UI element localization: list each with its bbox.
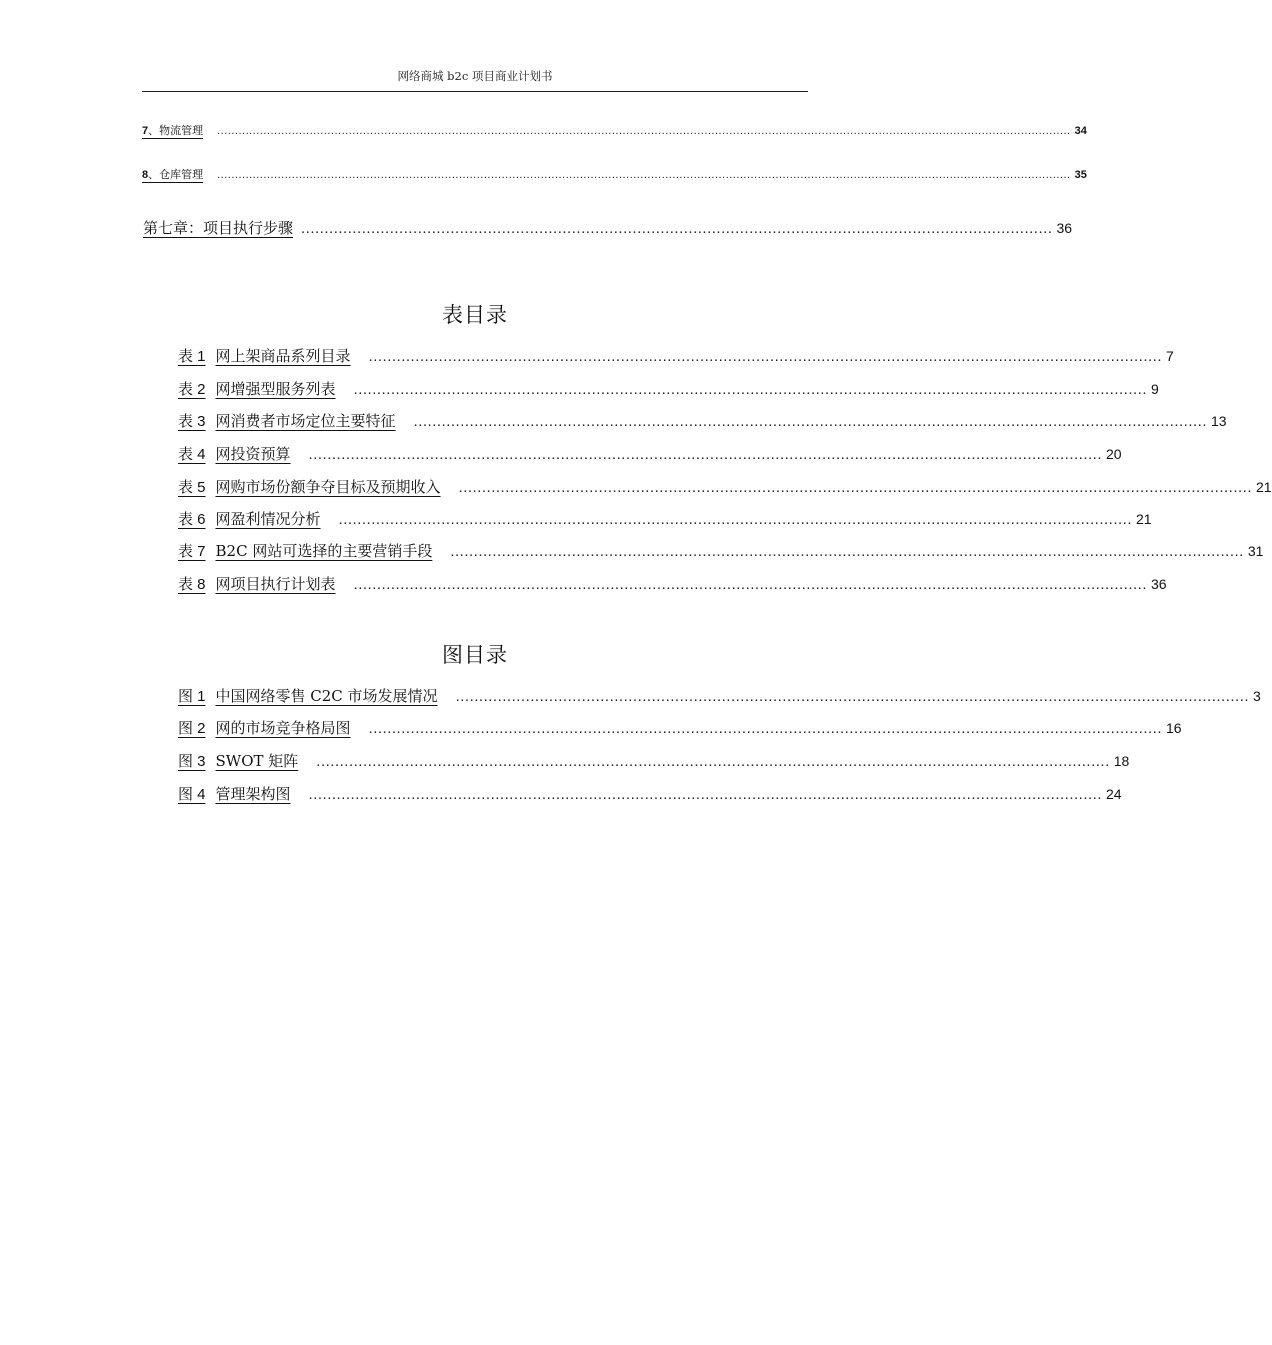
dot-leader: .......................................................................................................................................................................... (338, 511, 1133, 528)
entry-page: 13 (1211, 413, 1227, 429)
entry-label[interactable] (178, 508, 335, 529)
dot-leader: .......................................................................................................................................................................... (368, 348, 1163, 365)
entry-page: 36 (1151, 576, 1167, 592)
entry-page: 21 (1256, 479, 1272, 495)
entry-number: 表 2 (178, 381, 206, 398)
toc-entry-page: 34 (1074, 125, 1087, 137)
toc-chapter-entry[interactable] (143, 217, 1073, 238)
entry-page: 21 (1136, 511, 1152, 527)
toc-entry-number: 8 (142, 169, 149, 181)
entry-number: 图 4 (178, 786, 206, 803)
table-list-entry[interactable] (178, 476, 1272, 497)
entry-page: 18 (1113, 753, 1130, 769)
toc-entry-page: 35 (1074, 169, 1087, 181)
dot-leader: ................................................................................................................................................................................................................................................ (217, 169, 1071, 181)
dot-leader: .......................................................................................................................................................................... (450, 543, 1244, 560)
entry-title: SWOT 矩阵 (215, 752, 299, 770)
table-list-entry[interactable] (178, 508, 1152, 529)
entry-page: 7 (1166, 348, 1174, 364)
entry-page: 20 (1106, 446, 1122, 462)
figures-section-title: 图目录 (442, 643, 508, 667)
dot-leader: .......................................................................................................................................................................... (308, 446, 1103, 463)
entry-page: 24 (1106, 786, 1122, 802)
toc-entry-label[interactable] (142, 122, 213, 138)
toc-entry-title: 、仓库管理 (148, 169, 204, 181)
dot-leader: .......................................................................................................................................................................... (308, 786, 1103, 803)
table-list-entry[interactable] (178, 345, 1174, 366)
entry-label[interactable] (178, 573, 350, 594)
entry-label[interactable] (178, 540, 446, 561)
chapter-page: 36 (1056, 220, 1073, 236)
entry-label[interactable] (178, 783, 305, 804)
entry-label[interactable] (178, 476, 455, 497)
entry-title: 网投资预算 (215, 445, 291, 463)
figure-list-entry[interactable] (178, 717, 1182, 738)
entry-number: 表 5 (178, 479, 206, 496)
entry-title: 网增强型服务列表 (215, 380, 336, 398)
dot-leader: .......................................................................................................................................................................... (353, 576, 1148, 593)
toc-entry[interactable] (142, 122, 1087, 138)
entry-title: 网项目执行计划表 (215, 575, 336, 593)
table-list-entry[interactable] (178, 443, 1122, 464)
entry-page: 3 (1253, 688, 1261, 704)
entry-title: 管理架构图 (215, 785, 291, 803)
chapter-title[interactable]: 第七章：项目执行步骤 (143, 219, 294, 237)
dot-leader: .......................................................................................................................................................................... (368, 720, 1163, 737)
entry-label[interactable] (178, 410, 410, 431)
dot-leader: ................................................................................................................................................................. (301, 220, 1053, 237)
page-header: 网络商城 b2c 项目商业计划书 (142, 66, 808, 92)
figure-list-entry[interactable] (178, 783, 1122, 804)
dot-leader: ................................................................................................................................................................................................................................................ (217, 125, 1071, 137)
entry-number: 图 2 (178, 720, 206, 737)
entry-label[interactable] (178, 717, 365, 738)
entry-label[interactable] (178, 378, 350, 399)
dot-leader: .......................................................................................................................................................................... (413, 413, 1208, 430)
entry-label[interactable] (178, 345, 365, 366)
dot-leader: .......................................................................................................................................................................... (353, 381, 1148, 398)
entry-number: 表 7 (178, 543, 206, 560)
entry-title: 网的市场竞争格局图 (215, 719, 351, 737)
dot-leader: .......................................................................................................................................................................... (455, 688, 1250, 705)
tables-section-title: 表目录 (442, 303, 508, 327)
entry-number: 表 4 (178, 446, 206, 463)
entry-page: 16 (1166, 720, 1182, 736)
toc-entry[interactable] (142, 166, 1087, 182)
table-list-entry[interactable] (178, 410, 1227, 431)
entry-title: 网盈利情况分析 (215, 510, 321, 528)
figure-list-entry[interactable] (178, 750, 1130, 771)
entry-title: 网购市场份额争夺目标及预期收入 (215, 478, 441, 496)
entry-title: 网上架商品系列目录 (215, 347, 351, 365)
dot-leader: .......................................................................................................................................................................... (316, 753, 1110, 770)
entry-number: 表 8 (178, 576, 206, 593)
entry-number: 图 1 (178, 688, 206, 705)
entry-number: 表 3 (178, 413, 206, 430)
entry-number: 表 1 (178, 348, 206, 365)
figure-list-entry[interactable] (178, 685, 1261, 706)
toc-entry-number: 7 (142, 125, 149, 137)
dot-leader: .......................................................................................................................................................................... (458, 479, 1253, 496)
toc-entry-label[interactable] (142, 166, 213, 182)
table-list-entry[interactable] (178, 573, 1167, 594)
entry-title: B2C 网站可选择的主要营销手段 (215, 542, 433, 560)
entry-number: 表 6 (178, 511, 206, 528)
entry-page: 9 (1151, 381, 1159, 397)
table-list-entry[interactable] (178, 540, 1264, 561)
entry-number: 图 3 (178, 753, 206, 770)
entry-label[interactable] (178, 750, 312, 771)
entry-label[interactable] (178, 685, 452, 706)
entry-title: 网消费者市场定位主要特征 (215, 412, 396, 430)
table-list-entry[interactable] (178, 378, 1159, 399)
toc-entry-title: 、物流管理 (148, 125, 204, 137)
entry-page: 31 (1247, 543, 1264, 559)
entry-label[interactable] (178, 443, 305, 464)
entry-title: 中国网络零售 C2C 市场发展情况 (215, 687, 438, 705)
